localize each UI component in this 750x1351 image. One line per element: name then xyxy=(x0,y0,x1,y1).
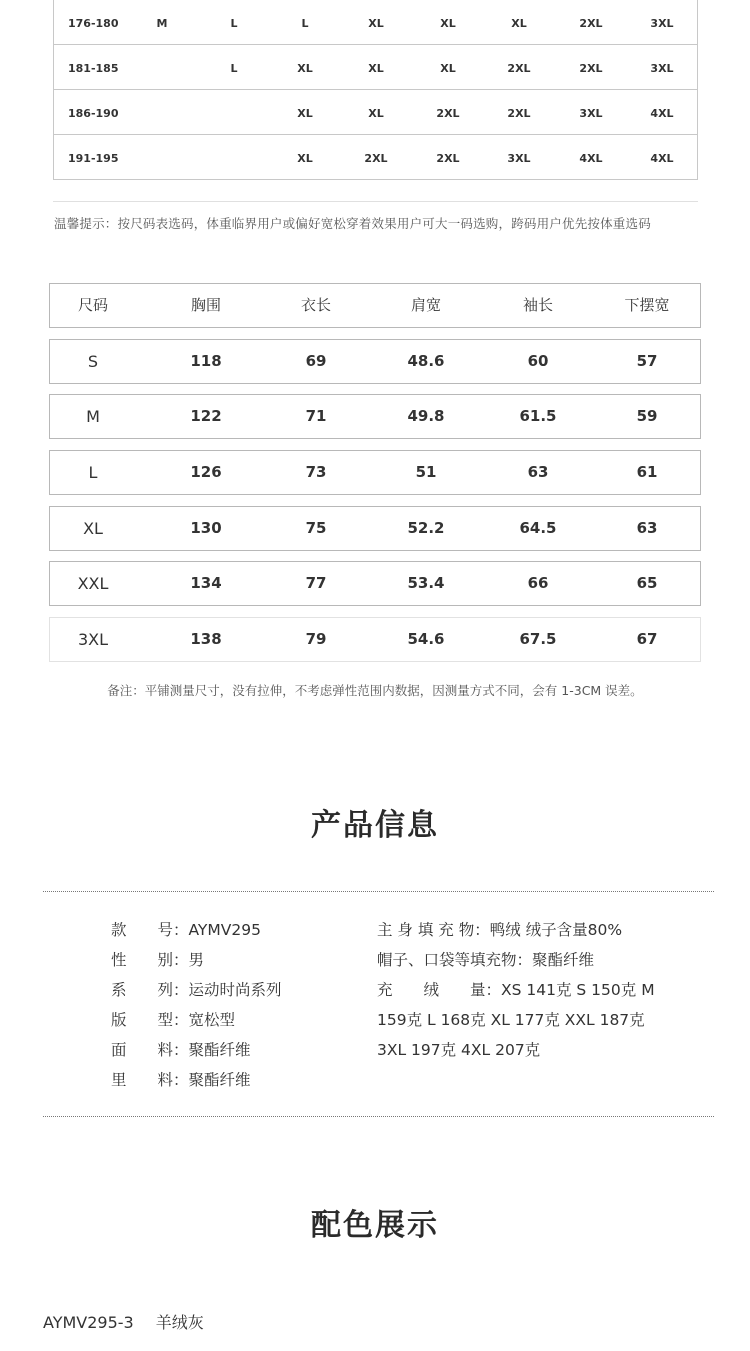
grid-cell xyxy=(132,90,192,134)
info-row xyxy=(111,1008,235,1030)
grid-cell: 3XL xyxy=(579,107,603,120)
grid-cell: XL xyxy=(368,17,384,30)
grid-cell: 2XL xyxy=(436,107,460,120)
down-amount-line2: 159克 L 168克 XL 177克 XXL 187克 xyxy=(377,1011,645,1029)
table-cell: 61 xyxy=(636,463,658,481)
table-cell: 65 xyxy=(636,574,658,592)
grid-cell: 3XL xyxy=(507,152,531,165)
table-cell: 60 xyxy=(527,352,549,370)
size-label: S xyxy=(87,352,99,371)
info-row xyxy=(111,1038,251,1060)
dotted-divider xyxy=(43,891,714,892)
height-range: 181-185 xyxy=(68,62,119,75)
grid-cell: XL xyxy=(297,152,313,165)
colon: ： xyxy=(173,1071,189,1089)
table-cell: 130 xyxy=(190,519,222,537)
grid-cell: XL xyxy=(368,107,384,120)
grid-cell: 3XL xyxy=(650,17,674,30)
size-label: XL xyxy=(83,519,103,538)
table-cell: 79 xyxy=(305,630,327,648)
size-tip: 温馨提示：按尺码表选码，体重临界用户或偏好宽松穿着效果用户可大一码选购，跨码用户优先按体重选码 xyxy=(54,216,651,231)
table-cell: 57 xyxy=(636,352,658,370)
grid-cell: L xyxy=(230,62,238,75)
grid-row xyxy=(54,0,697,45)
table-cell: 67.5 xyxy=(519,630,557,648)
table-cell: 122 xyxy=(190,407,222,425)
height-range: 186-190 xyxy=(68,107,119,120)
column-header: 尺码 xyxy=(77,296,108,314)
grid-cell: XL xyxy=(297,107,313,120)
table-row xyxy=(49,450,701,495)
table-cell: 118 xyxy=(190,352,222,370)
size-label: 3XL xyxy=(77,630,109,649)
table-cell: 66 xyxy=(527,574,549,592)
grid-cell: 4XL xyxy=(650,107,674,120)
color-section-title: 配色展示 xyxy=(311,1208,439,1243)
grid-cell: XL xyxy=(297,62,313,75)
size-recommendation-grid xyxy=(53,0,698,180)
grid-cell: 3XL xyxy=(650,62,674,75)
down-amount-row xyxy=(377,978,655,1000)
color-name: 羊绒灰 xyxy=(155,1313,204,1332)
colon: ： xyxy=(173,921,189,939)
table-cell: 53.4 xyxy=(407,574,445,592)
table-cell: 48.6 xyxy=(407,352,445,370)
product-info-title: 产品信息 xyxy=(311,808,439,843)
colon: ： xyxy=(173,1041,189,1059)
table-cell: 69 xyxy=(305,352,327,370)
measurement-note: 备注：平铺测量尺寸，没有拉伸，不考虑弹性范围内数据，因测量方式不同，会有 1-3CM 误差。 xyxy=(107,683,643,698)
divider xyxy=(53,201,698,202)
table-cell: 59 xyxy=(636,407,658,425)
down-label: 充 绒 量： xyxy=(377,981,502,999)
grid-cell: 2XL xyxy=(507,107,531,120)
grid-cell: 4XL xyxy=(650,152,674,165)
grid-cell: 4XL xyxy=(579,152,603,165)
height-range: 191-195 xyxy=(68,152,119,165)
info-label: 款 号 xyxy=(111,921,173,939)
table-cell: 64.5 xyxy=(519,519,557,537)
info-label: 性 别 xyxy=(111,951,173,969)
color-item xyxy=(43,1310,204,1333)
grid-cell xyxy=(132,45,192,89)
info-value: 运动时尚系列 xyxy=(188,981,282,999)
size-label: XXL xyxy=(77,574,109,593)
grid-cell xyxy=(204,90,264,134)
column-header: 胸围 xyxy=(190,296,221,314)
table-cell: 63 xyxy=(527,463,549,481)
color-code: AYMV295-3 xyxy=(43,1313,134,1332)
grid-cell: M xyxy=(156,17,168,30)
table-cell: 126 xyxy=(190,463,222,481)
info-row xyxy=(111,918,261,940)
grid-cell xyxy=(132,135,192,179)
down-value: XS 141克 S 150克 M xyxy=(501,981,655,999)
grid-cell: XL xyxy=(511,17,527,30)
table-cell: 73 xyxy=(305,463,327,481)
table-row xyxy=(49,617,701,662)
info-value: 宽松型 xyxy=(188,1011,236,1029)
table-cell: 67 xyxy=(636,630,658,648)
height-range: 176-180 xyxy=(68,17,119,30)
colon: ： xyxy=(173,981,189,999)
info-label: 里 料 xyxy=(111,1071,173,1089)
table-cell: 63 xyxy=(636,519,658,537)
table-cell: 77 xyxy=(305,574,327,592)
grid-cell: 2XL xyxy=(364,152,388,165)
grid-cell: XL xyxy=(440,62,456,75)
grid-row xyxy=(54,135,697,180)
hood-fill-row: 帽子、口袋等填充物：聚酯纤维 xyxy=(377,951,595,969)
info-row xyxy=(111,1068,251,1090)
table-cell: 51 xyxy=(415,463,437,481)
grid-row xyxy=(54,90,697,135)
column-header: 肩宽 xyxy=(410,296,441,314)
table-cell: 61.5 xyxy=(519,407,557,425)
down-amount-line3: 3XL 197克 4XL 207克 xyxy=(377,1041,541,1059)
info-label: 系 列 xyxy=(111,981,173,999)
table-cell: 134 xyxy=(190,574,222,592)
fill-row xyxy=(377,918,622,940)
table-header-row xyxy=(49,283,701,328)
grid-cell: 2XL xyxy=(507,62,531,75)
size-label: L xyxy=(88,463,98,482)
table-cell: 54.6 xyxy=(407,630,445,648)
grid-cell: XL xyxy=(440,17,456,30)
table-cell: 71 xyxy=(305,407,327,425)
grid-cell: 2XL xyxy=(579,17,603,30)
size-label: M xyxy=(86,407,100,426)
info-value: 聚酯纤维 xyxy=(188,1041,251,1059)
info-value: AYMV295 xyxy=(188,921,261,939)
grid-cell: L xyxy=(301,17,309,30)
grid-cell: 2XL xyxy=(579,62,603,75)
info-value: 男 xyxy=(188,951,205,969)
table-cell: 52.2 xyxy=(407,519,445,537)
grid-cell: L xyxy=(230,17,238,30)
colon: ： xyxy=(173,1011,189,1029)
column-header: 下摆宽 xyxy=(624,296,670,314)
column-header: 衣长 xyxy=(300,296,331,314)
info-label: 版 型 xyxy=(111,1011,173,1029)
grid-cell: 2XL xyxy=(436,152,460,165)
table-row xyxy=(49,561,701,606)
fill-value: 鸭绒 绒子含量80% xyxy=(489,921,623,939)
grid-cell xyxy=(204,135,264,179)
column-header: 袖长 xyxy=(522,296,553,314)
info-label: 面 料 xyxy=(111,1041,173,1059)
table-cell: 138 xyxy=(190,630,222,648)
table-row xyxy=(49,394,701,439)
grid-cell: XL xyxy=(368,62,384,75)
info-row xyxy=(111,978,282,1000)
table-row xyxy=(49,339,701,384)
dotted-divider xyxy=(43,1116,714,1117)
info-value: 聚酯纤维 xyxy=(188,1071,251,1089)
grid-row xyxy=(54,45,697,90)
info-row xyxy=(111,948,204,970)
table-cell: 75 xyxy=(305,519,327,537)
table-row xyxy=(49,506,701,551)
fill-label: 主 身 填 充 物： xyxy=(377,921,490,939)
table-cell: 49.8 xyxy=(407,407,445,425)
colon: ： xyxy=(173,951,189,969)
